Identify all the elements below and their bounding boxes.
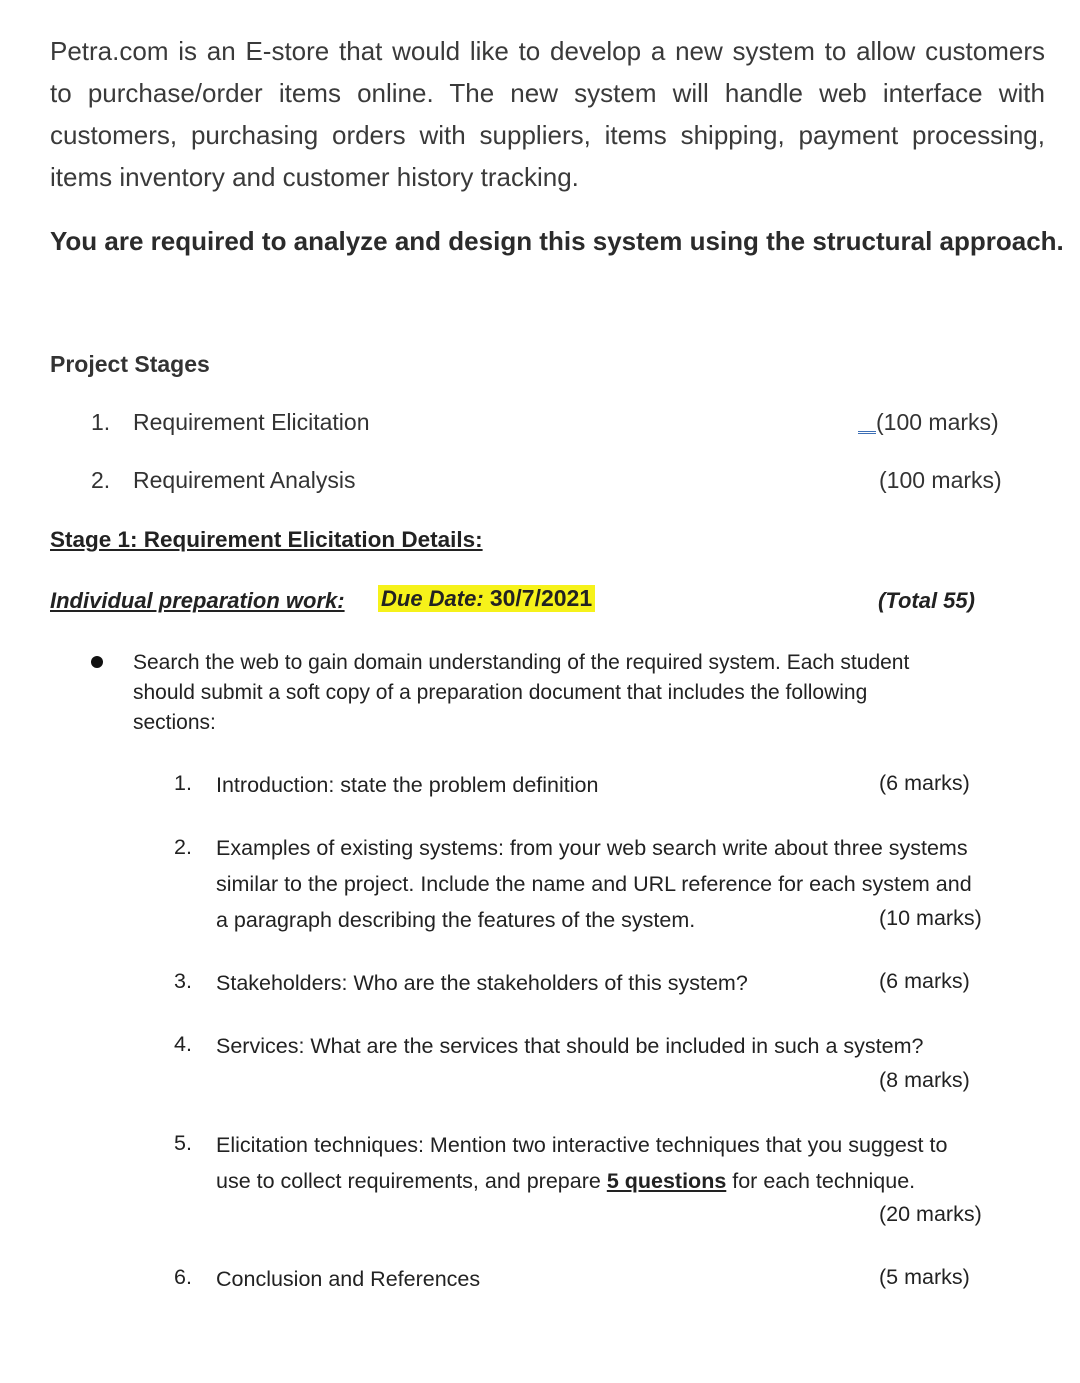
section-number: 5. [174,1131,192,1155]
questions-count: 5 questions [606,1169,727,1193]
stage1-heading: Stage 1: Requirement Elicitation Details: [50,527,483,552]
intro-paragraph [50,30,1045,198]
section-text [216,1028,923,1064]
section-marks: (10 marks) [879,906,982,930]
due-date-highlight [378,585,595,612]
prep-work-label: Individual preparation work: [50,588,345,613]
intro-line: to purchase/order items online. The new system will handle web interface with [50,78,1045,108]
section-line [216,1163,947,1199]
bullet-line: Search the web to gain domain understanding of the required system. Each student [133,651,910,674]
stage-label: Requirement Analysis [133,467,356,493]
section-text [216,1261,480,1297]
edit-mark-icon [858,421,876,434]
section-number: 6. [174,1265,192,1289]
section-line: Elicitation techniques: Mention two interactive techniques that you suggest to [216,1133,948,1157]
intro-line: Petra.com is an E-store that would like to develop a new system to allow customers [50,36,1045,66]
section-line: Services: What are the services that should be included in such a system? [216,1034,924,1058]
due-date-value: 30/7/2021 [489,585,593,611]
section-number: 4. [174,1032,192,1056]
stage-marks: (100 marks) [879,467,1002,493]
total-marks: (Total 55) [878,588,975,613]
bullet-icon [91,656,103,668]
section-text [216,1127,947,1199]
section-line: similar to the project. Include the name and URL reference for each system and [216,872,972,896]
bullet-line: should submit a soft copy of a preparation document that includes the following [133,681,868,704]
bullet-line: sections: [133,711,216,734]
stage-label: Requirement Elicitation [133,409,370,435]
section-marks: (5 marks) [879,1265,970,1289]
section-number: 1. [174,771,192,795]
due-date-label: Due Date: [381,586,484,611]
section-text [216,767,598,803]
section-line: Conclusion and References [216,1267,481,1291]
section-text [216,830,972,938]
section-text [216,965,748,1001]
intro-line: items inventory and customer history tracking. [50,162,579,192]
section-marks: (6 marks) [879,969,970,993]
section-marks: (6 marks) [879,771,970,795]
project-stages-heading: Project Stages [50,351,210,377]
section-marks: (20 marks) [879,1202,982,1226]
bullet-paragraph [133,648,1013,738]
section-number: 3. [174,969,192,993]
section-marks: (8 marks) [879,1068,970,1092]
stage-marks: (100 marks) [876,409,999,435]
section-line-part: for each technique. [726,1169,916,1193]
intro-line: customers, purchasing orders with suppliers, items shipping, payment processing, [50,120,1045,150]
section-line-part: use to collect requirements, and prepare [216,1169,607,1193]
requirement-statement: You are required to analyze and design this system using the structural approach. [50,226,1064,256]
section-number: 2. [174,835,192,859]
section-line: a paragraph describing the features of the system. [216,908,696,932]
stage-number: 2. [91,467,111,493]
section-line: Introduction: state the problem definition [216,773,599,797]
section-line: Examples of existing systems: from your web search write about three systems [216,836,968,860]
stage-number: 1. [91,409,111,435]
section-line: Stakeholders: Who are the stakeholders of this system? [216,971,748,995]
